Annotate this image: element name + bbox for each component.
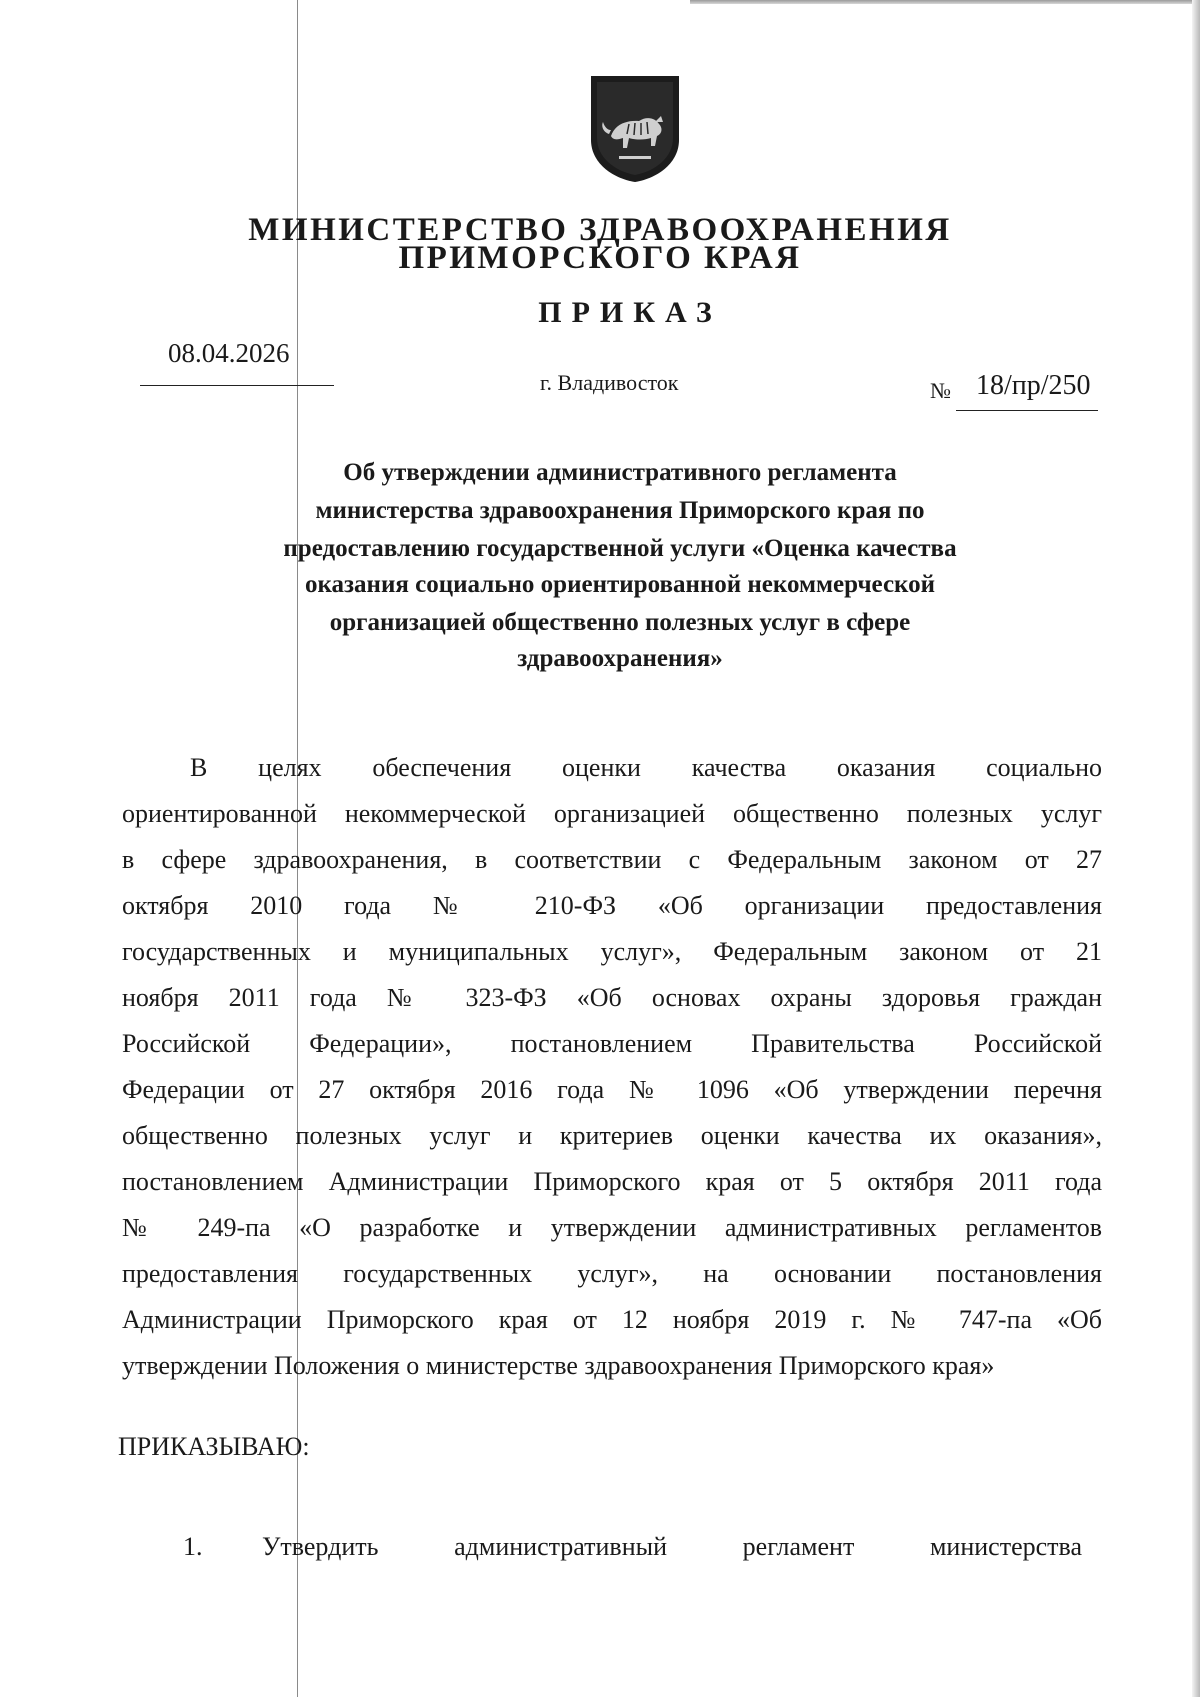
ministry-name-line-1: МИНИСТЕРСТВО ЗДРАВООХРАНЕНИЯ — [248, 212, 952, 248]
preamble-line: № 249-па «О разработке и утверждении административных регламентов — [122, 1213, 1102, 1242]
preamble-line: Администрации Приморского края от 12 ноября 2019 г. № 747-па «Об — [122, 1305, 1102, 1334]
item-text: Утвердить административный регламент министерства — [262, 1532, 1082, 1561]
coat-of-arms-icon — [589, 74, 681, 184]
document-title-line: оказания социально ориентированной некоммерческой — [304, 571, 936, 598]
document-title-line: министерства здравоохранения Приморского края по — [315, 497, 925, 524]
number-sign: № — [930, 378, 951, 403]
preamble-line: предоставления государственных услуг», на основании постановления — [122, 1259, 1102, 1288]
document-title-line: Об утверждении административного регламента — [343, 459, 897, 486]
order-city: г. Владивосток — [540, 370, 679, 395]
document-title-line: организацией общественно полезных услуг в сфере — [329, 609, 911, 636]
scan-edge-top — [690, 0, 1200, 4]
preamble-line: октября 2010 года № 210-ФЗ «Об организации предоставления — [122, 891, 1102, 920]
order-verb: ПРИКАЗЫВАЮ: — [118, 1432, 310, 1461]
order-date: 08.04.2026 — [168, 338, 290, 368]
preamble-line: ориентированной некоммерческой организацией общественно полезных услуг — [122, 799, 1102, 828]
preamble-line: ноября 2011 года № 323-ФЗ «Об основах охраны здоровья граждан — [122, 983, 1102, 1012]
ministry-name-line-2: ПРИМОРСКОГО КРАЯ — [398, 240, 802, 276]
preamble-line: общественно полезных услуг и критериев оценки качества их оказания», — [122, 1121, 1102, 1150]
number-underline — [956, 410, 1098, 411]
item-number: 1. — [183, 1532, 203, 1561]
order-number: 18/пр/250 — [976, 370, 1091, 401]
preamble-line: постановлением Администрации Приморского края от 5 октября 2011 года — [122, 1167, 1102, 1196]
preamble-line: Федерации от 27 октября 2016 года № 1096 «Об утверждении перечня — [122, 1075, 1102, 1104]
preamble-line: В целях обеспечения оценки качества оказания социально — [190, 753, 1102, 782]
preamble-line: утверждении Положения о министерстве здравоохранения Приморского края» — [122, 1351, 995, 1380]
document-title-line: предоставлению государственной услуги «Оценка качества — [283, 535, 957, 562]
date-underline — [140, 385, 334, 386]
preamble-line: в сфере здравоохранения, в соответствии с Федеральным законом от 27 — [122, 845, 1102, 874]
order-type-heading: ПРИКАЗ — [538, 296, 722, 329]
scan-edge-right — [1192, 0, 1200, 1697]
document-title-line: здравоохранения» — [517, 645, 723, 672]
preamble-line: государственных и муниципальных услуг», Федеральным законом от 21 — [122, 937, 1102, 966]
preamble-line: Российской Федерации», постановлением Правительства Российской — [122, 1029, 1102, 1058]
